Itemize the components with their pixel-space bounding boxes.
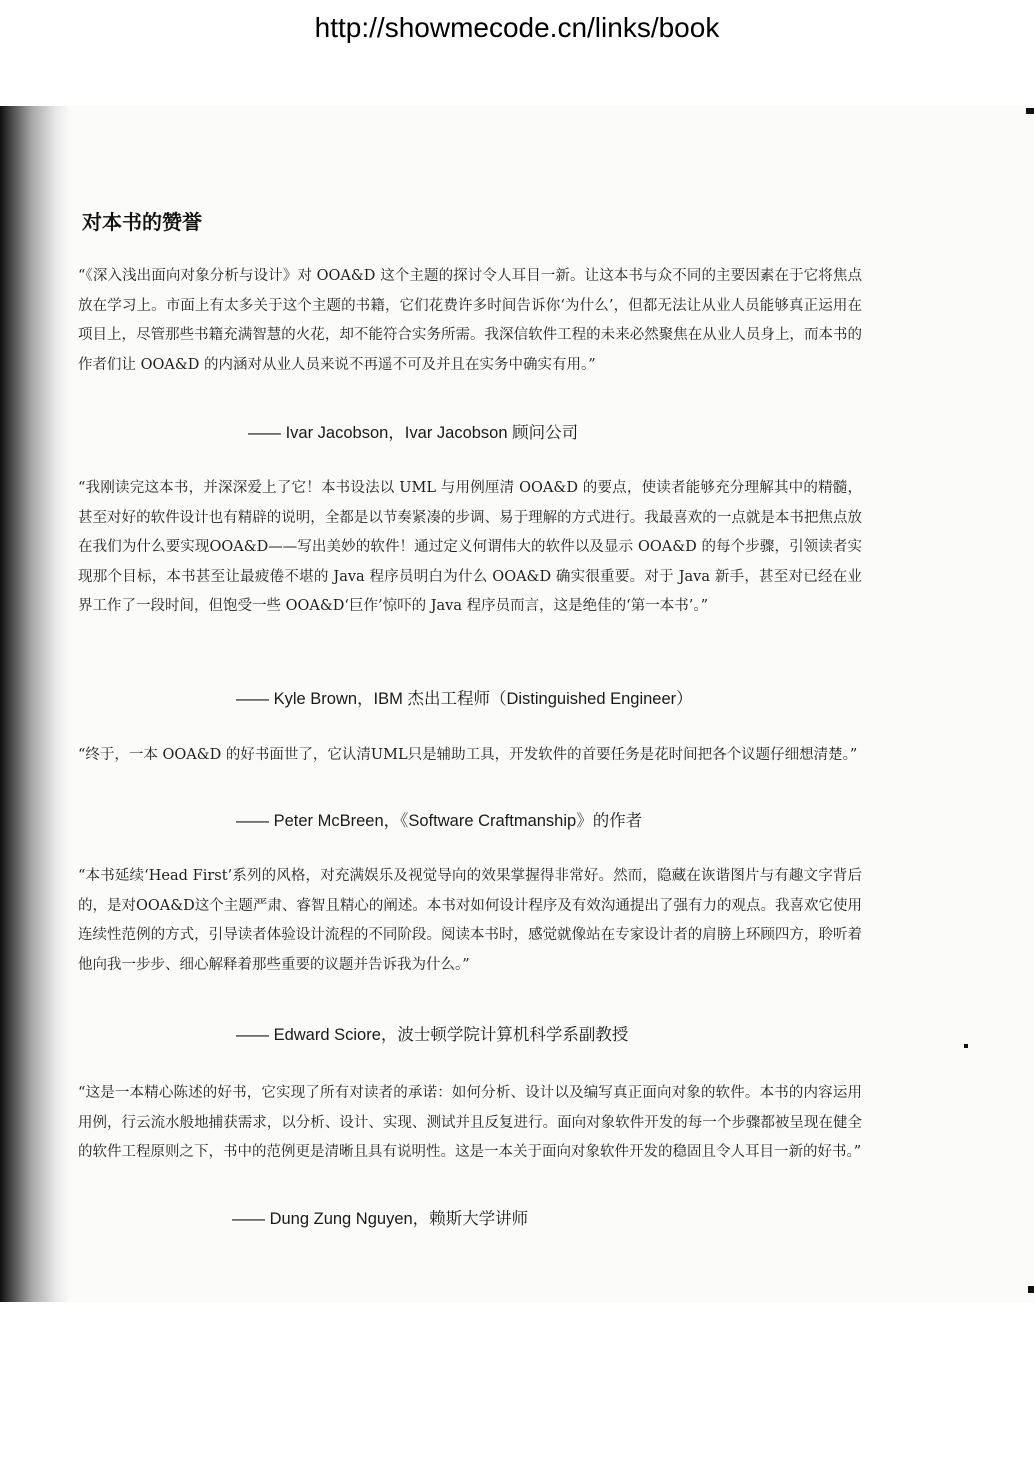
testimonial-attribution: —— Edward Sciore，波士顿学院计算机科学系副教授 (236, 1026, 629, 1044)
edge-speck (1028, 1286, 1034, 1293)
testimonial-quote: “终于，一本 OOA&D 的好书面世了，它认清UML只是辅助工具，开发软件的首要任务是花时间把各个议题仔细想清楚。” (78, 747, 858, 763)
testimonial-attribution: —— Kyle Brown，IBM 杰出工程师（Distinguished Engineer） (236, 690, 693, 708)
edge-speck (1026, 108, 1034, 114)
source-url-header: http://showmecode.cn/links/book (314, 12, 720, 43)
testimonial-quote: “本书延续‘Head First’系列的风格，对充满娱乐及视觉导向的效果掌握得非常好。然而，隐藏在诙谐图片与有趣文字背后的，是对OOA&D这个主题严肃、睿智且精心的阐述。本书对如何设计程序及有效沟通提出了强有力的观点。我喜欢它使用连续性范例的方式，引导读者体验设计流程的不同阶段。阅读本书时，感觉就像站在专家设计者的肩膀上环顾四方，聆听着他向我一步步、细心解释着那些重要的议题并告诉我为什么。” (78, 868, 862, 973)
testimonial-attribution: —— Ivar Jacobson，Ivar Jacobson 顾问公司 (248, 424, 579, 442)
section-title: 对本书的赞誉 (82, 210, 202, 234)
testimonial-quote: “这是一本精心陈述的好书，它实现了所有对读者的承诺：如何分析、设计以及编写真正面向对象的软件。本书的内容运用用例，行云流水般地捕获需求，以分析、设计、实现、测试并且反复进行。面向对象软件开发的每一个步骤都被呈现在健全的软件工程原则之下，书中的范例更是清晰且具有说明性。这是一本关于面向对象软件开发的稳固且令人耳目一新的好书。” (78, 1085, 862, 1160)
testimonial-quote: “我刚读完这本书，并深深爱上了它！本书设法以 UML 与用例厘清 OOA&D 的要点，使读者能够充分理解其中的精髓，甚至对好的软件设计也有精辟的说明，全都是以节奏紧凑的步调、易于理解的方式进行。我最喜欢的一点就是本书把焦点放在我们为什么要实现OOA&D——写出美妙的软件！通过定义何谓伟大的软件以及显示 OOA&D 的每个步骤，引领读者实现那个目标，本书甚至让最疲倦不堪的 Java 程序员明白为什么 OOA&D 确实很重要。对于 Java 新手，甚至对已经在业界工作了一段时间，但饱受一些 OOA&D‘巨作’惊吓的 Java 程序员而言，这是绝佳的‘第一本书’。” (78, 480, 862, 614)
page-binding-shadow (0, 106, 70, 1302)
scanned-book-page (0, 106, 1034, 1302)
edge-speck (964, 1044, 968, 1048)
testimonial-quote: “《深入浅出面向对象分析与设计》对 OOA&D 这个主题的探讨令人耳目一新。让这本书与众不同的主要因素在于它将焦点放在学习上。市面上有太多关于这个主题的书籍，它们花费许多时间告诉你‘为什么’，但都无法让从业人员能够真正运用在项目上，尽管那些书籍充满智慧的火花，却不能符合实务所需。我深信软件工程的未来必然聚焦在从业人员身上，而本书的作者们让 OOA&D 的内涵对从业人员来说不再遥不可及并且在实务中确实有用。” (78, 268, 862, 373)
testimonial-attribution: —— Peter McBreen，《Software Craftmanship》的作者 (236, 812, 643, 830)
testimonial-attribution: —— Dung Zung Nguyen，赖斯大学讲师 (232, 1210, 529, 1228)
